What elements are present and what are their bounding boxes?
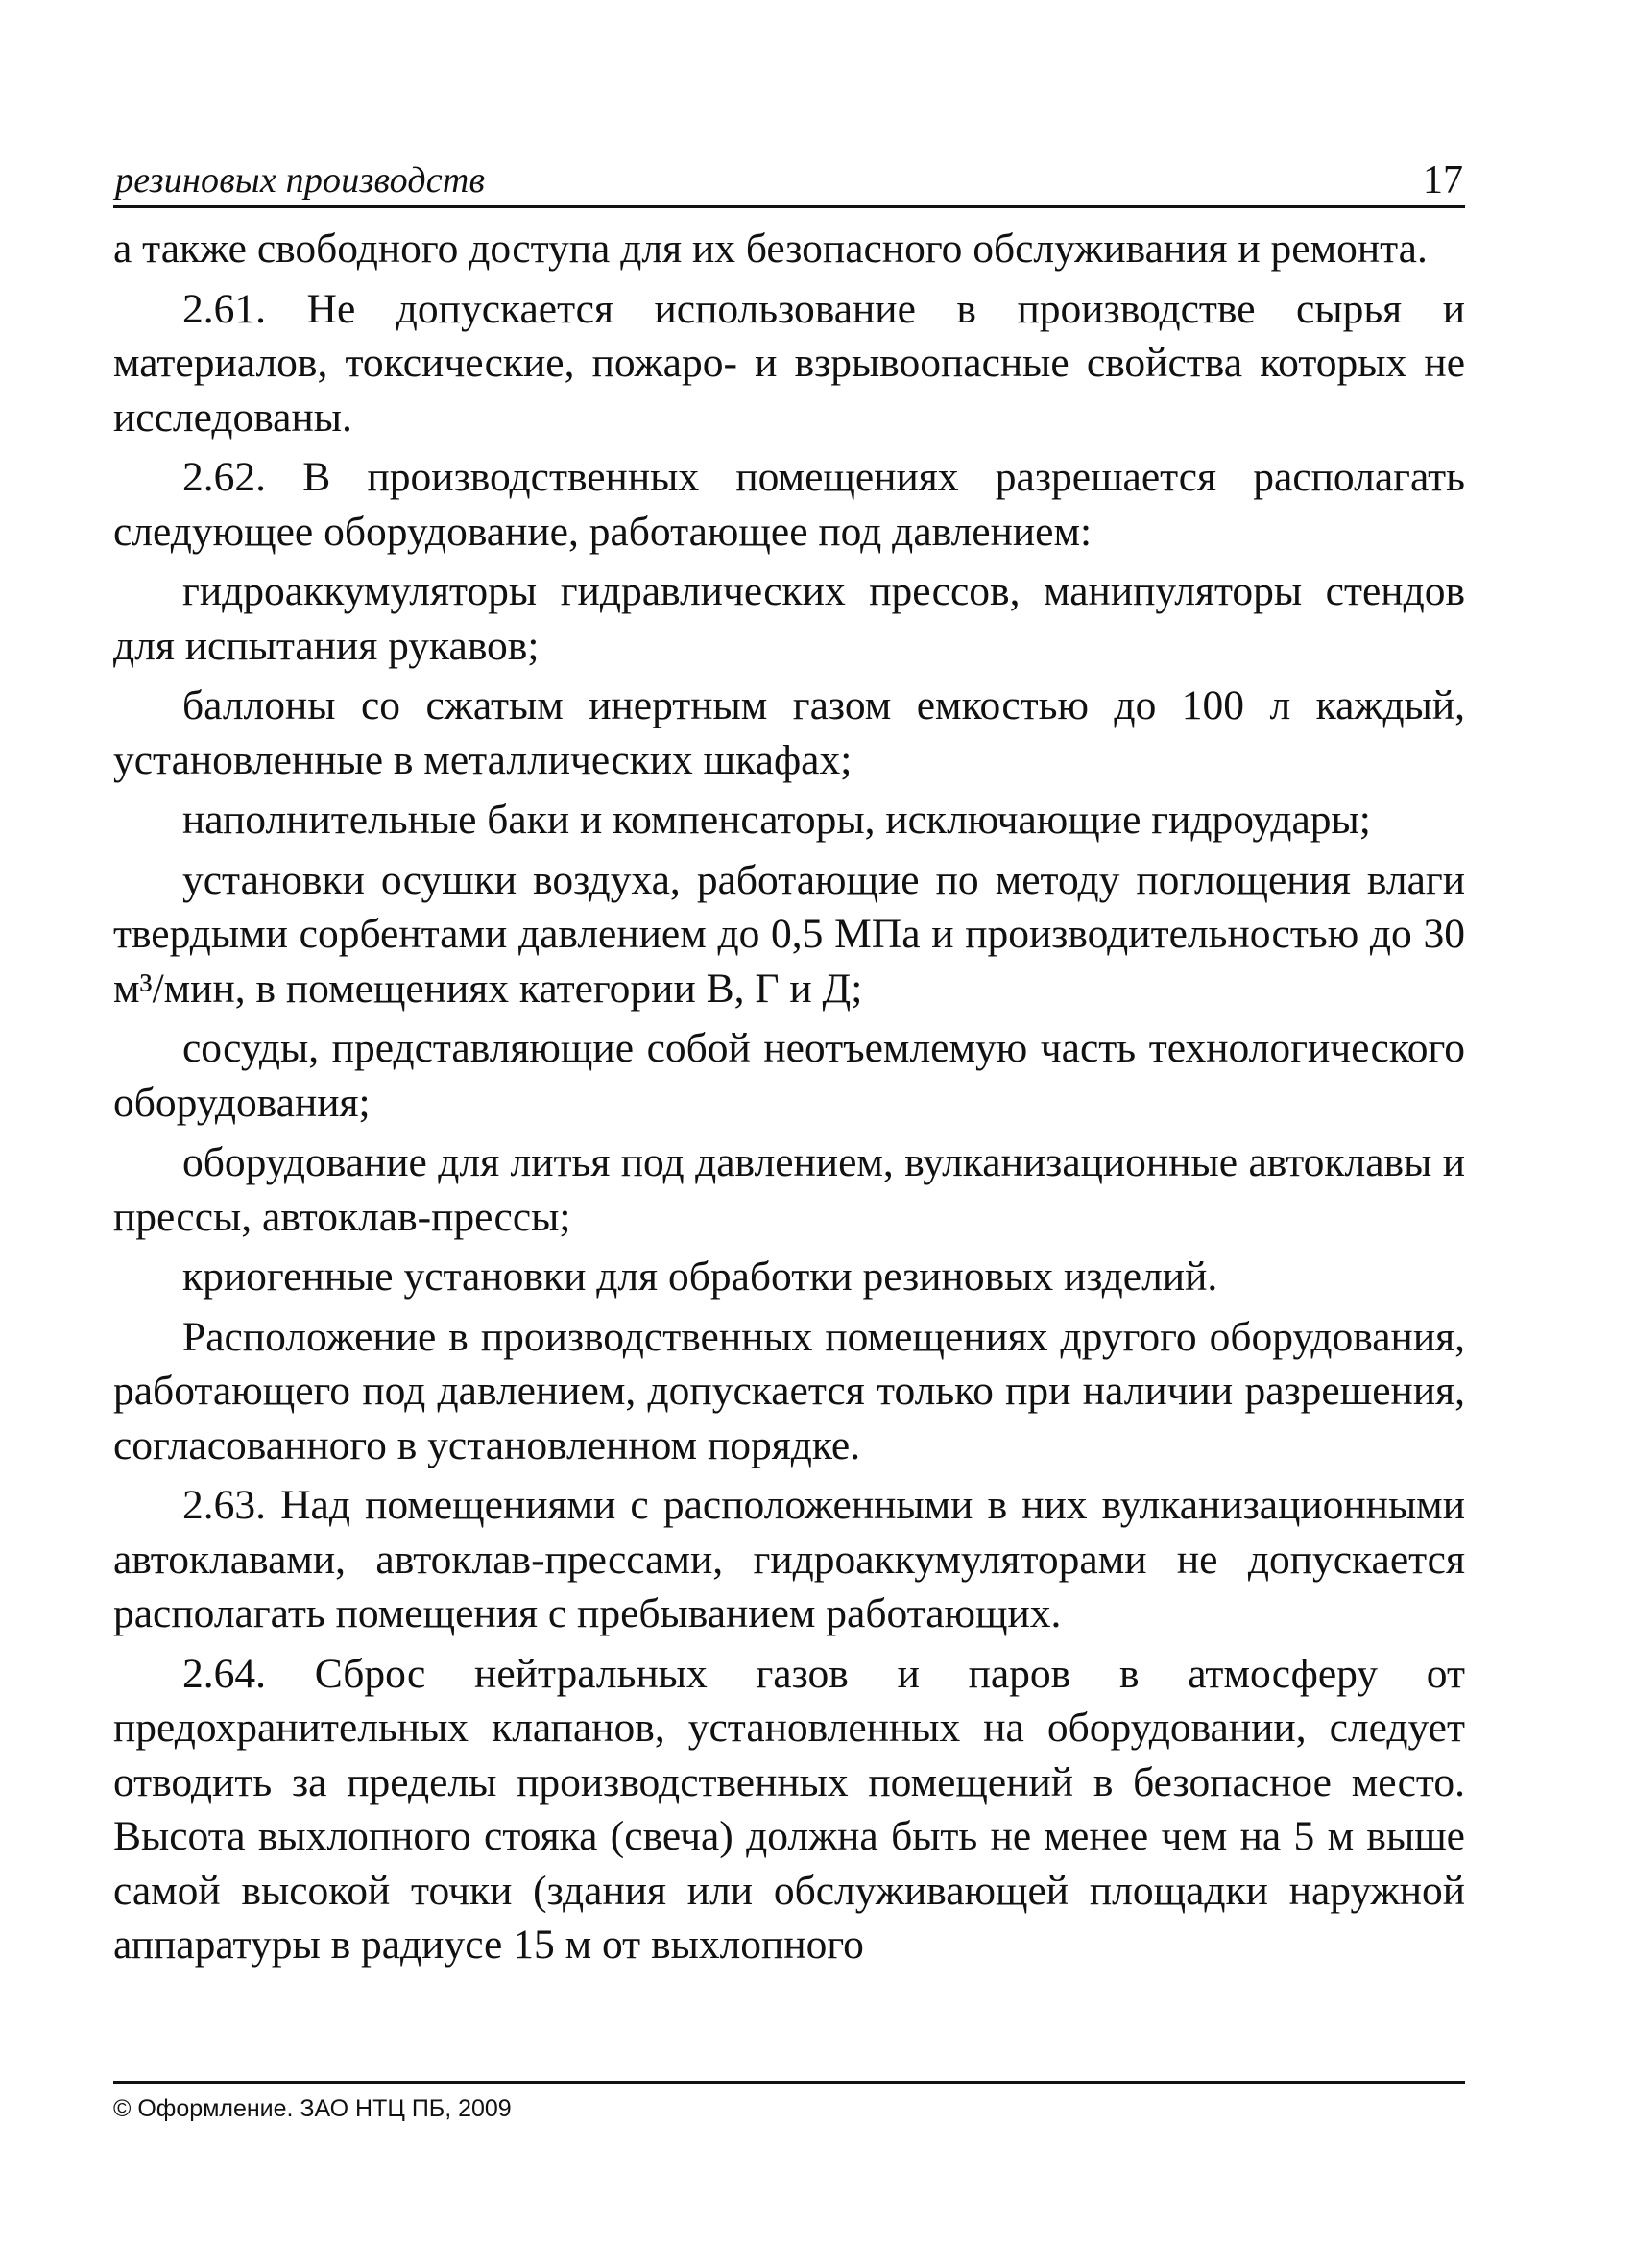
paragraph-2-63: 2.63. Над помещениями с расположенными в них вулканизационными автоклавами, автоклав-прессами, гидроаккумуляторами не допускается располагать помещения с пребыванием работающих. [113,1482,1465,1636]
body-text [113,222,1465,1972]
document-page [113,154,1465,1978]
paragraph-2-61: 2.61. Не допускается использование в производстве сырья и материалов, токсические, пожаро- и взрывоопасные свойства которых не исследованы. [113,285,1465,441]
list-item-filling-tanks: наполнительные баки и компенсаторы, исключающие гидроудары; [182,797,1371,843]
list-item-hydroaccumulators: гидроаккумуляторы гидравлических прессов, манипуляторы стендов для испытания рукавов; [113,568,1465,669]
paragraph-2-64: 2.64. Сброс нейтральных газов и паров в атмосферу от предохранительных клапанов, установленных на оборудовании, следует отводить за пределы производственных помещений в безопасное место. Высота выхлопного стояка (свеча) должна быть не менее чем на 5 м выше самой высокой точки (здания или обслуживающей площадки наружной аппаратуры в радиусе 15 м от выхлопного [113,1650,1465,1968]
paragraph-2-62: 2.62. В производственных помещениях разрешается располагать следующее оборудование, работающее под давлением: [113,454,1465,555]
running-title: резиновых производств [115,160,486,201]
list-item-gas-cylinders: баллоны со сжатым инертным газом емкостью до 100 л каждый, установленные в металлических шкафах; [113,682,1465,783]
page-number: 17 [1423,158,1463,203]
list-item-casting-equipment: оборудование для литья под давлением, вулканизационные автоклавы и прессы, автоклав-прессы; [113,1139,1465,1240]
paragraph-continuation: а также свободного доступа для их безопасного обслуживания и ремонта. [113,226,1428,272]
paragraph-other-equipment: Расположение в производственных помещениях другого оборудования, работающего под давлением, допускается только при наличии разрешения, согласованного в установленном порядке. [113,1313,1465,1468]
list-item-air-dryers: установки осушки воздуха, работающие по методу поглощения влаги твердыми сорбентами давлением до 0,5 МПа и производительностью до 30 м³/мин, в помещениях категории В, Г и Д; [113,856,1465,1012]
copyright-notice: © Оформление. ЗАО НТЦ ПБ, 2009 [113,2095,512,2122]
page-footer [113,2081,1465,2123]
list-item-vessels: сосуды, представляющие собой неотъемлемую часть технологического оборудования; [113,1025,1465,1126]
list-item-cryogenic-units: криогенные установки для обработки резиновых изделий. [182,1253,1218,1300]
page-header [113,154,1465,208]
